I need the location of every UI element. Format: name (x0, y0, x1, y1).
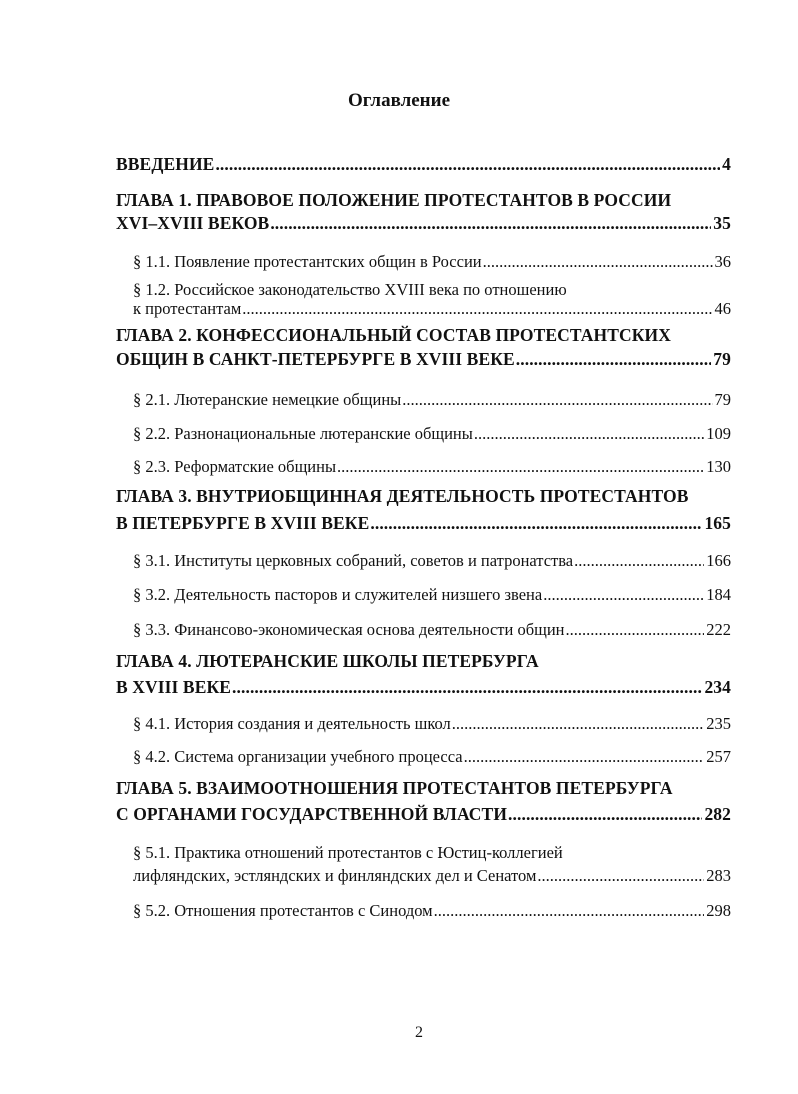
toc-entry-label: § 4.2. Система организации учебного процесса (133, 747, 463, 766)
toc-entry-label: к протестантам (133, 299, 242, 318)
dot-leader (474, 424, 704, 444)
toc-chapter-3-line1[interactable]: ГЛАВА 3. ВНУТРИОБЩИННАЯ ДЕЯТЕЛЬНОСТЬ ПРОТЕСТАНТОВ (116, 486, 689, 506)
toc-chapter-1[interactable] (116, 213, 731, 234)
toc-section-2-2[interactable] (133, 424, 731, 444)
toc-entry-label: § 5.2. Отношения протестантов с Синодом (133, 901, 433, 920)
dot-leader (337, 457, 704, 477)
toc-entry-page: 283 (706, 866, 731, 885)
toc-chapter-1-line1[interactable]: ГЛАВА 1. ПРАВОВОЕ ПОЛОЖЕНИЕ ПРОТЕСТАНТОВ В РОССИИ (116, 190, 672, 210)
toc-entry-page: 282 (704, 804, 731, 824)
toc-section-3-3[interactable] (133, 620, 731, 640)
toc-chapter-5[interactable] (116, 804, 731, 825)
toc-section-5-2[interactable] (133, 901, 731, 921)
toc-entry-label: В XVIII ВЕКЕ (116, 677, 232, 697)
toc-chapter-5-line1[interactable]: ГЛАВА 5. ВЗАИМООТНОШЕНИЯ ПРОТЕСТАНТОВ ПЕТЕРБУРГА (116, 778, 673, 798)
toc-entry-label: § 2.3. Реформатские общины (133, 457, 337, 476)
dot-leader (242, 299, 712, 319)
dot-leader (370, 513, 702, 534)
toc-entry-label: § 3.2. Деятельность пасторов и служителей низшего звена (133, 585, 543, 604)
toc-section-5-1[interactable] (133, 866, 731, 886)
toc-chapter-4[interactable] (116, 677, 731, 698)
toc-entry-label: § 3.1. Институты церковных собраний, советов и патронатства (133, 551, 574, 570)
toc-chapter-2-line1[interactable]: ГЛАВА 2. КОНФЕССИОНАЛЬНЫЙ СОСТАВ ПРОТЕСТАНТСКИХ (116, 325, 671, 345)
dot-leader (516, 349, 712, 370)
dot-leader (464, 747, 705, 767)
toc-entry-page: 79 (713, 349, 731, 369)
dot-leader (543, 585, 704, 605)
toc-section-3-1[interactable] (133, 551, 731, 571)
toc-entry-intro[interactable] (116, 154, 731, 175)
toc-section-5-1-line1[interactable]: § 5.1. Практика отношений протестантов с Юстиц-коллегией (133, 843, 563, 862)
toc-section-1-2-line1[interactable]: § 1.2. Российское законодательство XVIII века по отношению (133, 280, 567, 299)
toc-entry-page: 234 (704, 677, 731, 697)
toc-entry-page: 298 (706, 901, 731, 920)
toc-section-3-2[interactable] (133, 585, 731, 605)
toc-section-4-2[interactable] (133, 747, 731, 767)
toc-section-1-2[interactable] (133, 299, 731, 319)
toc-entry-label: ВВЕДЕНИЕ (116, 154, 215, 174)
toc-entry-page: 257 (706, 747, 731, 766)
toc-entry-label: § 1.1. Появление протестантских общин в России (133, 252, 482, 271)
dot-leader (215, 154, 720, 175)
dot-leader (574, 551, 704, 571)
dot-leader (452, 714, 704, 734)
toc-entry-page: 4 (722, 154, 731, 174)
toc-entry-page: 235 (706, 714, 731, 733)
toc-entry-page: 222 (706, 620, 731, 639)
toc-entry-page: 184 (706, 585, 731, 604)
dot-leader (537, 866, 704, 886)
toc-section-2-1[interactable] (133, 390, 731, 410)
page-title: Оглавление (347, 90, 451, 111)
toc-entry-label: XVI–XVIII ВЕКОВ (116, 213, 270, 233)
toc-entry-label: § 2.2. Разнонациональные лютеранские общины (133, 424, 473, 443)
toc-entry-page: 166 (706, 551, 731, 570)
toc-entry-page: 130 (706, 457, 731, 476)
toc-section-2-3[interactable] (133, 457, 731, 477)
page-number: 2 (415, 1024, 423, 1041)
toc-chapter-4-line1[interactable]: ГЛАВА 4. ЛЮТЕРАНСКИЕ ШКОЛЫ ПЕТЕРБУРГА (116, 651, 539, 671)
toc-entry-page: 165 (704, 513, 731, 533)
toc-entry-label: С ОРГАНАМИ ГОСУДАРСТВЕННОЙ ВЛАСТИ (116, 804, 508, 824)
toc-section-1-1[interactable] (133, 252, 731, 272)
toc-entry-page: 79 (714, 390, 731, 409)
dot-leader (483, 252, 713, 272)
dot-leader (402, 390, 712, 410)
dot-leader (232, 677, 702, 698)
toc-entry-page: 35 (713, 213, 731, 233)
toc-section-4-1[interactable] (133, 714, 731, 734)
toc-entry-label: § 4.1. История создания и деятельность школ (133, 714, 451, 733)
toc-entry-page: 36 (714, 252, 731, 271)
toc-entry-label: лифляндских, эстляндских и финляндских дел и Сенатом (133, 866, 537, 885)
toc-entry-label: § 2.1. Лютеранские немецкие общины (133, 390, 402, 409)
toc-entry-page: 46 (714, 299, 731, 318)
toc-chapter-2[interactable] (116, 349, 731, 370)
dot-leader (508, 804, 702, 825)
dot-leader (434, 901, 705, 921)
toc-entry-page: 109 (706, 424, 731, 443)
toc-entry-label: ОБЩИН В САНКТ-ПЕТЕРБУРГЕ В XVIII ВЕКЕ (116, 349, 515, 369)
toc-entry-label: В ПЕТЕРБУРГЕ В XVIII ВЕКЕ (116, 513, 370, 533)
dot-leader (565, 620, 704, 640)
dot-leader (270, 213, 711, 234)
toc-chapter-3[interactable] (116, 513, 731, 534)
toc-entry-label: § 3.3. Финансово-экономическая основа деятельности общин (133, 620, 565, 639)
